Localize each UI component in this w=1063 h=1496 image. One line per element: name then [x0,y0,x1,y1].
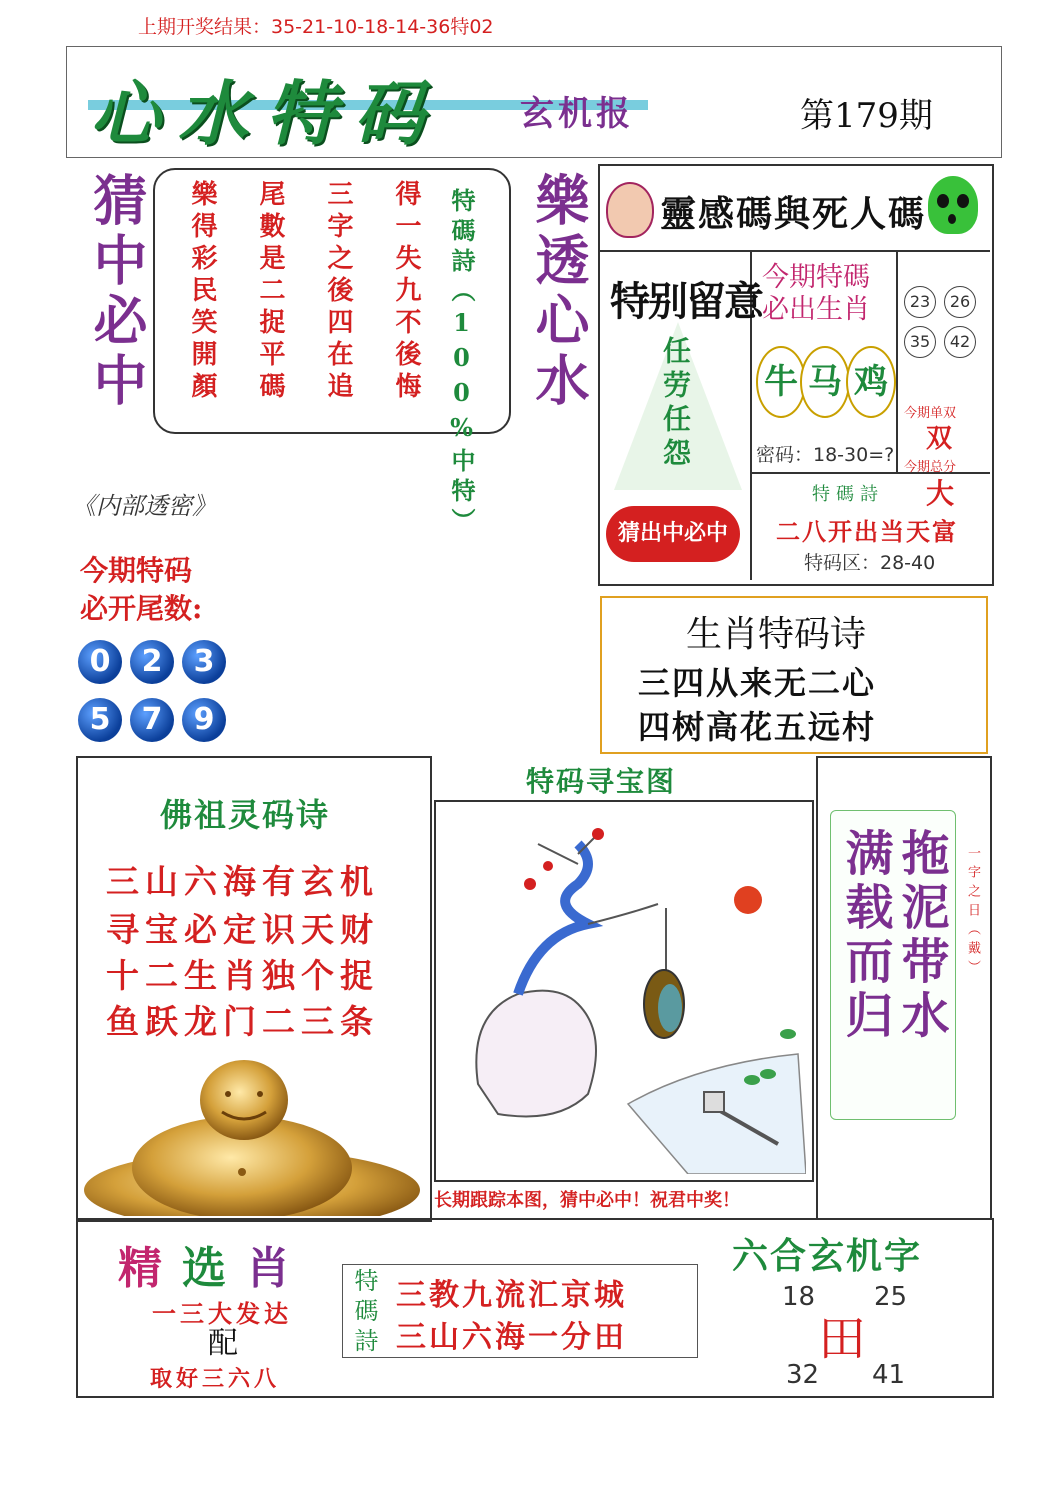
tail-ball-3: 3 [182,640,226,684]
divider [896,250,898,472]
tail-ball-7: 7 [130,698,174,742]
liuhe-number: 32 [786,1360,820,1390]
attention-label: 特别留意 [610,279,762,325]
odd-even-value: 双 [926,424,953,454]
treasure-map-caption: 长期跟踪本图，猜中必中！祝君中奖！ [434,1190,740,1211]
liuhe-number: 25 [874,1282,908,1312]
poem-column-1: 樂得彩民笑開顏 [187,180,217,404]
tail-ball-5: 5 [78,698,122,742]
tail-title [80,552,202,628]
number-circle: 26 [944,286,976,318]
tail-ball-9: 9 [182,698,226,742]
prediction-title-line1: 今期特碼 [762,262,870,293]
zodiac-rooster: 鸡 [846,346,896,418]
zodiac-poem-line: 三四从来无二心 [638,664,877,702]
treasure-map-illustration [438,804,806,1174]
triangle-text: 任劳任怨 [659,336,692,472]
tail-ball-2: 2 [130,640,174,684]
poem-column-2: 尾數是二捉平碼 [255,180,285,404]
treasure-map-title: 特码寻宝图 [526,765,677,798]
divider [598,250,990,252]
number-circle: 35 [904,326,936,358]
poem-column-4: 得一失九不後悔 [391,180,421,404]
buddha-poem-line: 十二生肖独个捉 [106,956,379,995]
selected-zodiac-line2: 取好三六八 [150,1367,281,1392]
tail-title-line2: 必开尾数: [80,592,203,625]
riddle-column-left: 满载而归 [837,828,893,1044]
odd-even-label: 今期单双 [904,406,957,421]
buddha-poem-line: 三山六海有玄机 [106,862,379,901]
bottom-poem-label: 特碼詩 [350,1268,378,1358]
guess-slogan: 猜中必中 [85,172,149,412]
internal-label: 《内部透密》 [72,492,216,520]
selected-zodiac-char: 选 [182,1243,246,1294]
selected-zodiac-line1: 一三大发达 [152,1300,292,1328]
code-poem-label: 特碼詩 [812,484,884,505]
liuhe-title: 六合玄机字 [732,1236,923,1277]
zodiac-ox: 牛 [756,346,806,418]
bottom-poem-line: 三山六海一分田 [396,1320,627,1355]
zodiac-poem-line: 四树高花五远村 [638,708,877,746]
skull-icon [928,176,978,234]
masthead-title: 心水特码 [90,73,442,155]
zodiac-poem-title: 生肖特码诗 [686,614,867,655]
prediction-title-line2: 必出生肖 [762,294,870,325]
masthead-subtitle: 玄机报 [520,94,634,134]
number-circle: 42 [944,326,976,358]
buddha-poem-line: 寻宝必定识天财 [106,910,379,949]
total-value: 大 [926,477,955,510]
lexin-slogan: 樂透心水 [527,172,591,412]
bottom-poem-line: 三教九流汇京城 [396,1278,627,1313]
selected-zodiac-pei: 配 [208,1326,238,1361]
prediction-title [762,262,870,326]
liuhe-number: 41 [872,1360,906,1390]
liuhe-character: 田 [818,1311,867,1367]
code-zone: 特码区：28-40 [804,552,936,574]
guess-pill: 猜出中必中 [606,506,740,562]
buddha-image [82,1060,422,1216]
total-label: 今期总分 [904,460,957,475]
riddle-column-right: 拖泥带水 [893,828,949,1044]
spirit-title: 靈感碼與死人碼 [660,193,927,235]
poem-column-3: 三字之後四在追 [323,180,353,404]
issue-number: 第179期 [800,96,933,136]
buddha-poem-line: 鱼跃龙门二三条 [106,1002,379,1041]
selected-zodiac-title [118,1232,310,1296]
selected-zodiac-char: 肖 [246,1243,310,1294]
buddha-poem-title: 佛祖灵码诗 [160,796,331,834]
liuhe-number: 18 [782,1282,816,1312]
number-circle: 23 [904,286,936,318]
tail-ball-0: 0 [78,640,122,684]
code-poem-line: 二八开出当天富 [776,517,958,546]
poem-title: 特碼詩（100%中特） [447,188,476,538]
last-result-text: 上期开奖结果：35-21-10-18-14-36特02 [138,16,494,38]
password-text: 密码：18-30=? [756,444,895,466]
riddle-hint: 一字之日（戴） [965,846,980,979]
zodiac-horse: 马 [800,346,850,418]
face-icon [606,182,654,238]
selected-zodiac-char: 精 [118,1243,182,1294]
tail-title-line1: 今期特码 [80,554,193,587]
